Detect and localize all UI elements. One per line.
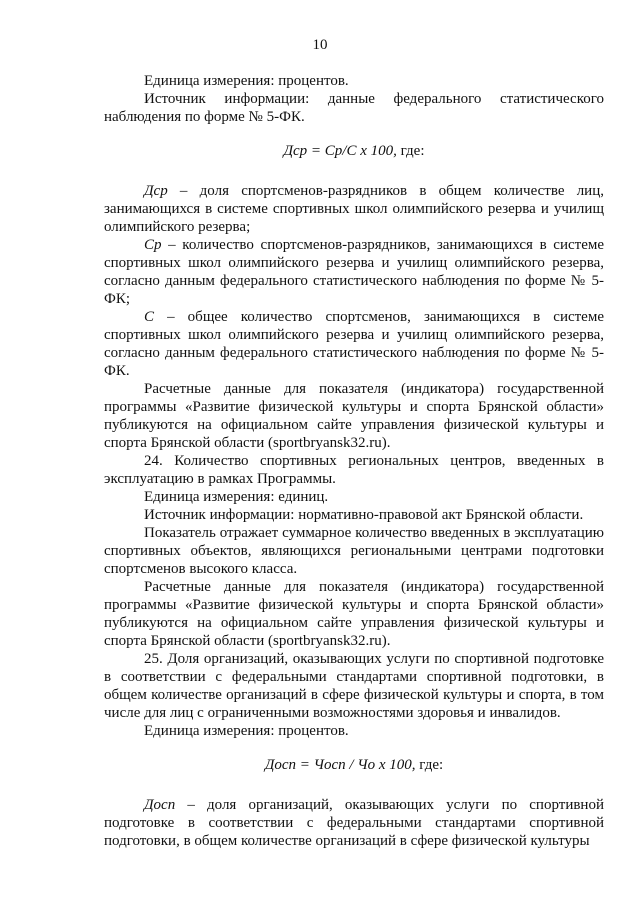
definition-c [104,308,604,380]
definition-sr [104,236,604,308]
definition-dsr-variable: Дср [144,183,168,199]
info-source-24: Источник информации: нормативно-правовой акт Брянской области. [144,507,584,523]
definition-sr-text: – количество спортсменов-разрядников, занимающихся в системе спортивных школ олимпийского резерва и училищ олимпийского резерва, согласно данным федерального статистического наблюдения по форме № 5-ФК; [104,237,604,307]
formula-dsr-expression: Дср = Ср/С х 100, [283,143,397,159]
unit-of-measure-1: Единица измерения: процентов. [144,73,349,89]
definition-sr-variable: Ср [144,237,162,253]
definition-dsr-text: – доля спортсменов-разрядников в общем количестве лиц, занимающихся в системе спортивных школ олимпийского резерва и училищ олимпийского резерва; [104,183,604,235]
definition-dosp-variable: Досп [144,797,176,813]
formula-dosp-expression: Досп = Чосп / Чо х 100, [264,757,416,773]
calculation-note-24: Расчетные данные для показателя (индикатора) государственной программы «Развитие физической культуры и спорта Брянской области» публикуются на официальном сайте управления физической культуры и спорта Брянской области (sportbryansk32.ru). [104,579,604,649]
info-source-1: Источник информации: данные федерального статистического наблюдения по форме № 5-ФК. [104,91,604,125]
item-24-heading: 24. Количество спортивных региональных центров, введенных в эксплуатацию в рамках Программы. [104,453,604,487]
definition-c-text: – общее количество спортсменов, занимающихся в системе спортивных школ олимпийского резерва и училищ олимпийского резерва, согласно данным федерального статистического наблюдения по форме № 5-ФК. [104,309,604,379]
formula-dosp-where: где: [415,757,444,773]
definition-dsr [104,182,604,236]
formula-dosp [104,756,604,774]
item-25-heading: 25. Доля организаций, оказывающих услуги по спортивной подготовке в соответствии с федеральными стандартами спортивной подготовки, в общем количестве организаций в сфере физической культуры и спорта, в том числе для лиц с ограниченными возможностями здоровья и инвалидов. [104,651,604,721]
unit-of-measure-24: Единица измерения: единиц. [144,489,329,505]
document-body [104,72,604,850]
unit-of-measure-25: Единица измерения: процентов. [144,723,349,739]
definition-dosp [104,796,604,850]
description-24: Показатель отражает суммарное количество введенных в эксплуатацию спортивных объектов, являющихся региональными центрами подготовки спортсменов высокого класса. [104,525,604,577]
formula-dsr-where: где: [396,143,425,159]
formula-dsr [104,142,604,160]
page-number: 10 [312,37,328,53]
definition-c-variable: С [144,309,155,325]
calculation-note-1: Расчетные данные для показателя (индикатора) государственной программы «Развитие физической культуры и спорта Брянской области» публикуются на официальном сайте управления физической культуры и спорта Брянской области (sportbryansk32.ru). [104,381,604,451]
definition-dosp-text: – доля организаций, оказывающих услуги по спортивной подготовке в соответствии с федеральными стандартами спортивной подготовки, в общем количестве организаций в сфере физической культуры [104,797,604,849]
